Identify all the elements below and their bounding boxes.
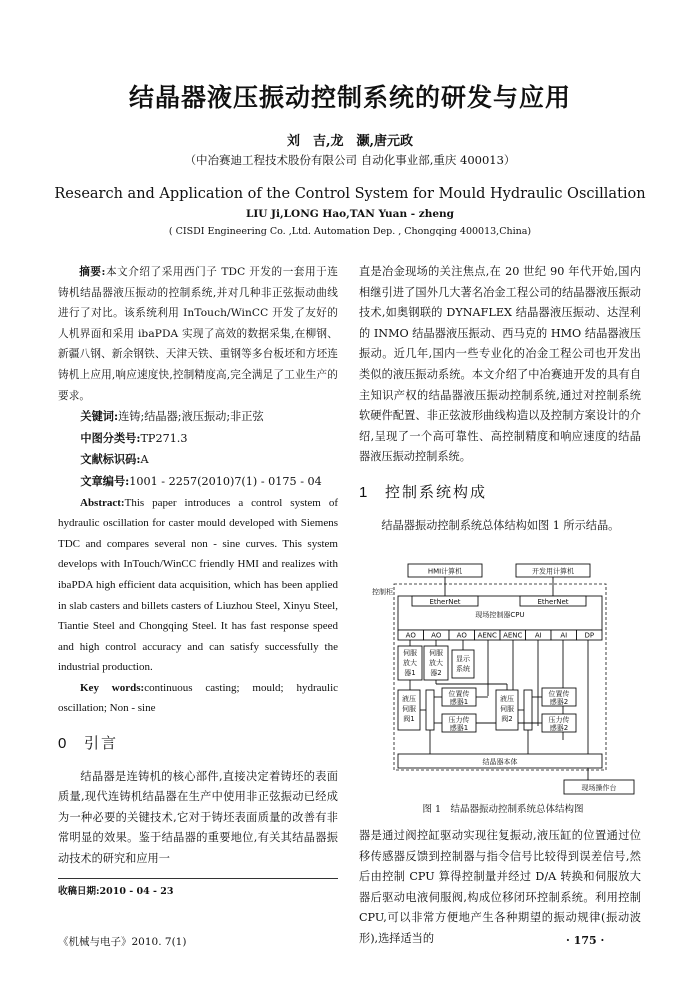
- keywords-cn-label: 关键词:: [80, 409, 119, 424]
- valve-2-line1: 液压: [500, 695, 514, 703]
- figure-1-diagram: [368, 560, 638, 798]
- servo-amp-2-line1: 伺服: [429, 649, 443, 657]
- abstract-cn-label: 摘要:: [79, 266, 106, 278]
- mould-body-label: 结晶器本体: [482, 758, 518, 766]
- display-system-line1: 显示: [456, 655, 470, 663]
- io-module-label: AO: [431, 631, 442, 640]
- section-0-heading: [58, 733, 338, 755]
- pressure-sensor-2-line2: 感器2: [549, 724, 569, 732]
- servo-amp-1-line1: 伺服: [403, 649, 417, 657]
- io-modules-row: [398, 630, 602, 640]
- display-system-line2: 系统: [456, 665, 470, 673]
- english-title: Research and Application of the Control System for Mould Hydraulic Oscillation: [54, 186, 646, 202]
- section-0-number: 0: [58, 735, 69, 753]
- abstract-en: [58, 493, 338, 678]
- cpu-label: 现场控制器CPU: [475, 611, 525, 619]
- cylinder-2: [524, 690, 532, 730]
- ethernet-1-label: EtherNet: [429, 598, 461, 606]
- io-module-label: AI: [534, 631, 542, 640]
- section-1-text: 结晶器振动控制系统总体结构如图 1 所示结晶。: [381, 518, 620, 532]
- clc-number: [58, 428, 338, 450]
- valve-1-line2: 伺服: [402, 705, 416, 713]
- left-column: [58, 262, 338, 870]
- pressure-sensor-1-line2: 感器1: [449, 724, 469, 732]
- pressure-sensor-2-line1: 压力传: [548, 716, 570, 724]
- hmi-computer-label: HMI计算机: [427, 567, 463, 576]
- abstract-en-text: This paper introduces a control system of hydraulic oscillation for caster mould developed with Siemens TDC and compares several non - sine curves. This system develops with InTouch/WinCC friendly HMI and realizes with ibaPDA high efficient data acquisition, which has been applied in slab casters and billets casters of Liuzhou Steel, Xinyu Steel, Tiantie Steel and Chongqing Steel. It has fast response speed and high control accuracy and can satisfy successfully the industrial production.: [58, 496, 338, 674]
- io-module-label: AENC: [477, 631, 497, 640]
- servo-amp-1-line2: 放大: [403, 659, 417, 667]
- section-1-number: 1: [359, 483, 370, 501]
- received-text: 2010 - 04 - 23: [99, 886, 174, 897]
- abstract-cn: [58, 262, 338, 406]
- valve-1-line3: 阀1: [403, 715, 415, 723]
- servo-amp-1-line3: 器1: [404, 669, 416, 677]
- doc-code-text: A: [140, 453, 149, 467]
- cylinder-1: [426, 690, 434, 730]
- article-number: [58, 471, 338, 493]
- article-no-text: 1001 - 2257(2010)7(1) - 0175 - 04: [129, 474, 322, 488]
- received-label: 收稿日期:: [58, 886, 100, 897]
- dev-computer-label: 开发用计算机: [532, 567, 574, 576]
- section-1-title: 控制系统构成: [385, 482, 488, 501]
- valve-1-line1: 液压: [402, 695, 416, 703]
- section-1-heading: [359, 482, 641, 504]
- servo-amp-2-line2: 放大: [429, 659, 443, 667]
- figure-1-caption: 图 1 结晶器振动控制系统总体结构图: [422, 804, 584, 815]
- pressure-sensor-1-line1: 压力传: [448, 716, 470, 724]
- position-sensor-2-line1: 位置传: [548, 690, 570, 698]
- section-0-title: 引言: [84, 734, 119, 753]
- received-date: [58, 878, 338, 897]
- affiliation: （中冶赛迪工程技术股份有限公司 自动化事业部,重庆 400013）: [184, 153, 516, 167]
- io-module-label: AENC: [503, 631, 523, 640]
- servo-amp-2-line3: 器2: [430, 669, 442, 677]
- valve-2-line3: 阀2: [501, 715, 513, 723]
- keywords-en: [58, 678, 338, 719]
- authors: 刘 吉,龙 灏,唐元政: [286, 134, 414, 149]
- field-console-label: 现场操作台: [581, 784, 617, 792]
- intro-continuation: 直是冶金现场的关注焦点,在 20 世纪 90 年代开始,国内相继引进了国外几大著名冶金工程公司的结晶器液压振动技术,如奥钢联的 DYNAFLEX 结晶器液压振动、达涅利的 INMO 结晶器液压振动、西马克的 HMO 结晶器液压振动。近几年,国内一些专业化的冶金工程公司也开发出类似的液压振动系统。本文介绍了中冶赛迪开发的具有自主知识产权的结晶器液压振动控制系统,通过对控制系统软硬件配置、非正弦波形曲线构造以及控制方案设计的介绍,呈现了一个高可靠性、高控制精度和响应速度的结晶器液压振动控制系统。: [359, 265, 641, 464]
- io-module-label: AO: [405, 631, 416, 640]
- io-module-label: DP: [584, 631, 595, 640]
- clc-label: 中图分类号:: [80, 430, 141, 445]
- position-sensor-1-line2: 感器1: [449, 698, 469, 706]
- section-0-text: 结晶器是连铸机的核心部件,直接决定着铸坯的表面质量,现代连铸机结晶器在生产中使用非正弦振动已经成为一种必要的关键技术,它对于铸坯表面质量的改善有非常明显的效果。鉴于结晶器的重要地位,有关其结晶器振动技术的研究和应用一: [58, 769, 338, 866]
- english-affiliation: ( CISDI Engineering Co. ,Ltd. Automation Dep. , Chongqing 400013,China): [168, 226, 532, 237]
- io-module-label: AO: [456, 631, 467, 640]
- keywords-en-label: Key words:: [80, 681, 145, 694]
- position-sensor-2-line2: 感器2: [549, 698, 569, 706]
- valve-2-line2: 伺服: [500, 705, 514, 713]
- right-column: [359, 262, 641, 536]
- doc-code-label: 文献标识码:: [80, 452, 141, 467]
- abstract-en-label: Abstract:: [80, 496, 125, 509]
- abstract-cn-text: 本文介绍了采用西门子 TDC 开发的一套用于连铸机结晶器液压振动的控制系统,并对几种非正弦振动曲线进行了对比。该系统利用 InTouch/WinCC 开发了友好的人机界面和采用 ibaPDA 实现了高效的数据采集,在柳钢、新疆八钢、新余钢铁、天津天铁、重钢等多台板坯和方坯连铸机上应用,响应速度快,控制精度高,完全满足了工业生产的要求。: [58, 266, 338, 402]
- clc-text: TP271.3: [140, 431, 188, 445]
- paper-title: 结晶器液压振动控制系统的研发与应用: [128, 83, 571, 112]
- english-authors: LIU Ji,LONG Hao,TAN Yuan - zheng: [245, 208, 455, 220]
- keywords-cn: [58, 406, 338, 428]
- ethernet-2-label: EtherNet: [537, 598, 569, 606]
- keywords-en-text: continuous casting; mould; hydraulic oscillation; Non - sine: [58, 681, 339, 715]
- article-no-label: 文章编号:: [80, 473, 130, 488]
- control-cabinet-label: 控制柜: [372, 588, 393, 596]
- io-module-label: AI: [560, 631, 568, 640]
- journal-citation: 《机械与电子》2010. 7(1): [58, 936, 187, 948]
- document-code: [58, 449, 338, 471]
- section-1-continuation: 器是通过阀控缸驱动实现往复振动,液压缸的位置通过位移传感器反馈到控制器与指令信号比较得到误差信号,然后由控制 CPU 算得控制量并经过 D/A 转换和伺服放大器后驱动电液伺服阀,构成位移闭环控制系统。利用控制 CPU,可以非常方便地产生各种期望的振动规律(振动波形),选择适当的: [359, 829, 641, 945]
- page-number: · 175 ·: [566, 934, 605, 947]
- position-sensor-1-line1: 位置传: [448, 690, 470, 698]
- keywords-cn-text: 连铸;结晶器;液压振动;非正弦: [118, 410, 264, 424]
